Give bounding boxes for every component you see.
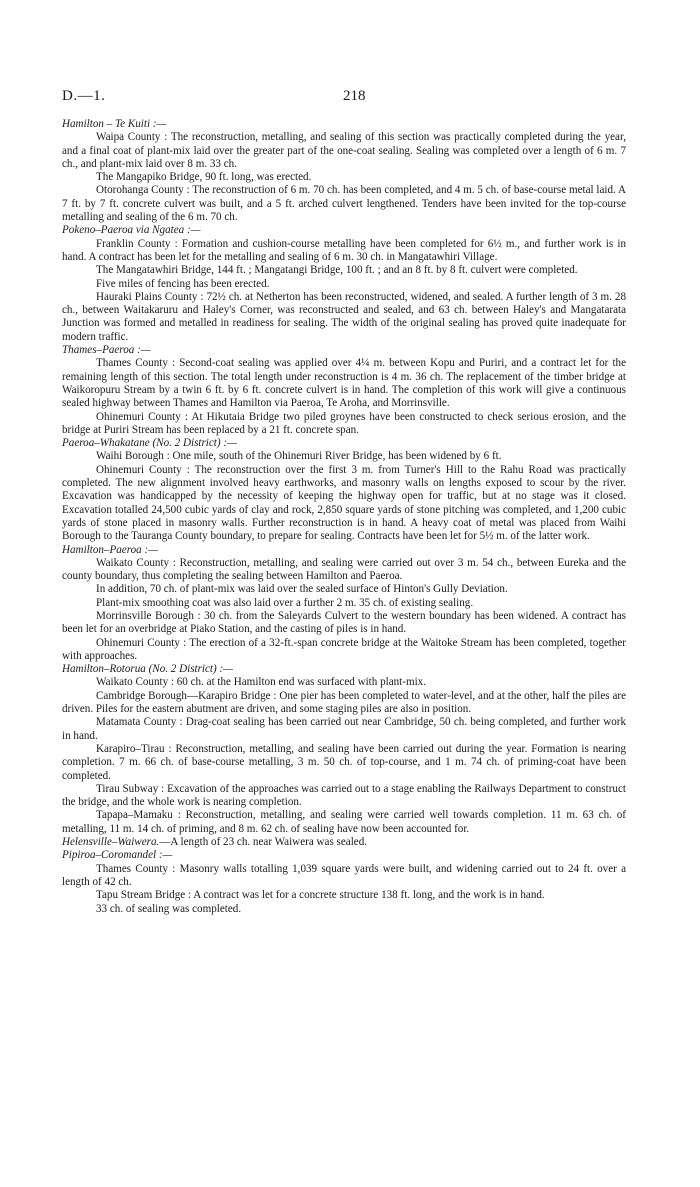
paragraph: Franklin County : Formation and cushion-course metalling have been completed for 6½ m., and further work is in hand. A contract has been let for the metalling and sealing of 6 m. 30 ch. in Mangatawhiri Village. xyxy=(62,237,626,263)
section-heading: Pokeno–Paeroa via Ngatea :— xyxy=(62,224,201,237)
section-heading: Hamilton–Rotorua (No. 2 District) :— xyxy=(62,663,234,676)
paragraph: Hauraki Plains County : 72½ ch. at Netherton has been reconstructed, widened, and sealed. A further length of 3 m. 28 ch., between Waitakaruru and Haley's Corner, was reconstructed and sealed, and 63 ch. between Haley's and Mangatarata Junction was formed and metalled in readiness for sealing. The width of the original sealing has proved quite inadequate for modern traffic. xyxy=(62,290,626,343)
paragraph: Thames County : Masonry walls totalling 1,039 square yards were built, and widening carried out to 24 ft. over a length of 42 ch. xyxy=(62,862,626,888)
paragraph: Otorohanga County : The reconstruction of 6 m. 70 ch. has been completed, and 4 m. 5 ch. of base-course metal laid. A 7 ft. by 7 ft. concrete culvert was built, and a 5 ft. arched culvert lengthened. Tenders have been invited for the top-course metalling and sealing of the 6 m. 70 ch. xyxy=(62,184,626,224)
paragraph: Ohinemuri County : The reconstruction over the first 3 m. from Turner's Hill to the Rahu Road was practically completed. The new alignment involved heavy earthworks, and masonry walls on lengths exposed to scour by the river. Excavation was handicapped by the necessity of keeping the highway open for traffic, but at no stage was it closed. Excavation totalled 24,500 cubic yards of clay and rock, 2,850 square yards of stone pitching was completed, and 1,200 cubic yards of stone placed in masonry walls. Further reconstruction is in hand. A heavy coat of metal was placed from Waihi Borough to the Tauranga County boundary, to prepare for sealing. Contracts have been let for 5½ m. of the latter work. xyxy=(62,463,626,543)
report-body xyxy=(62,118,626,916)
paragraph: Five miles of fencing has been erected. xyxy=(96,277,270,290)
inline-section xyxy=(62,836,626,849)
paragraph: Waikato County : 60 ch. at the Hamilton end was surfaced with plant-mix. xyxy=(96,676,426,689)
section-heading: Hamilton – Te Kuiti :— xyxy=(62,118,167,130)
section-heading: Pipiroa–Coromandel :— xyxy=(62,849,173,862)
section-heading: Hamilton–Paeroa :— xyxy=(62,543,159,556)
paragraph: In addition, 70 ch. of plant-mix was laid over the sealed surface of Hinton's Gully Deviation. xyxy=(96,583,508,596)
paragraph: Thames County : Second-coat sealing was applied over 4¼ m. between Kopu and Puriri, and a contract let for the remaining length of this section. The total length under reconstruction is 4 m. 36 ch. The replacement of the timber bridge at Waikoropuru Stream by a twin 6 ft. by 6 ft. concrete culvert is in hand. The completion of this work will give a continuous sealed highway between Thames and Hamilton via Paeroa, Te Aroha, and Morrinsville. xyxy=(62,357,626,410)
paragraph: Waihi Borough : One mile, south of the Ohinemuri River Bridge, has been widened by 6 ft. xyxy=(96,450,502,463)
paragraph: Waikato County : Reconstruction, metalling, and sealing were carried out over 3 m. 54 ch., between Eureka and the county boundary, thus completing the sealing between Hamilton and Paeroa. xyxy=(62,556,626,583)
page-header xyxy=(62,88,627,108)
paragraph: Tapapa–Mamaku : Reconstruction, metalling, and sealing were carried well towards completion. 11 m. 63 ch. of metalling, 11 m. 14 ch. of priming, and 8 m. 62 ch. of sealing have now been accounted for. xyxy=(62,809,626,835)
paragraph: The Mangapiko Bridge, 90 ft. long, was erected. xyxy=(96,171,312,184)
page-number: 218 xyxy=(343,88,366,104)
paragraph: Matamata County : Drag-coat sealing has been carried out near Cambridge, 50 ch. being completed, and further work in hand. xyxy=(62,716,626,742)
paragraph: Plant-mix smoothing coat was also laid over a further 2 m. 35 ch. of existing sealing. xyxy=(96,596,474,609)
inline-text: —A length of 23 ch. near Waiwera was sealed. xyxy=(159,836,368,849)
paragraph: Tapu Stream Bridge : A contract was let for a concrete structure 138 ft. long, and the work is in hand. xyxy=(96,889,545,902)
paragraph: 33 ch. of sealing was completed. xyxy=(96,902,242,915)
section-heading: Paeroa–Whakatane (No. 2 District) :— xyxy=(62,437,237,450)
section-heading: Helensville–Waiwera. xyxy=(62,836,160,849)
paragraph: Karapiro–Tirau : Reconstruction, metalling, and sealing have been carried out during the year. Formation is nearing completion. 7 m. 66 ch. of base-course metalling, 3 m. 50 ch. of top-course, and 1 m. 74 ch. of priming-coat have been completed. xyxy=(62,742,626,782)
section-heading: Thames–Paeroa :— xyxy=(62,344,151,357)
paragraph: Ohinemuri County : At Hikutaia Bridge two piled groynes have been constructed to check serious erosion, and the bridge at Puriri Stream has been replaced by a 21 ft. concrete span. xyxy=(62,410,626,436)
paragraph: Ohinemuri County : The erection of a 32-ft.-span concrete bridge at the Waitoke Stream has been completed, together with approaches. xyxy=(62,636,626,662)
paragraph: Tirau Subway : Excavation of the approaches was carried out to a stage enabling the Railways Department to construct the bridge, and the whole work is nearing completion. xyxy=(62,782,626,809)
paragraph: Morrinsville Borough : 30 ch. from the Saleyards Culvert to the western boundary has been widened. A contract has been let for an overbridge at Piako Station, and the casting of piles is in hand. xyxy=(62,609,626,636)
paragraph: Cambridge Borough—Karapiro Bridge : One pier has been completed to water-level, and at the other, half the piles are driven. Piles for the eastern abutment are driven, and some staging piles are also in position. xyxy=(62,689,626,716)
document-reference: D.—1. xyxy=(62,88,106,104)
paragraph: The Mangatawhiri Bridge, 144 ft. ; Mangatangi Bridge, 100 ft. ; and an 8 ft. by 8 ft. culvert were completed. xyxy=(96,264,578,277)
paragraph: Waipa County : The reconstruction, metalling, and sealing of this section was practically completed during the year, and a final coat of plant-mix laid over the greater part of the one-coat sealing. Sealing was completed over a length of 6 m. 7 ch., and plant-mix laid over 8 m. 33 ch. xyxy=(62,131,626,170)
